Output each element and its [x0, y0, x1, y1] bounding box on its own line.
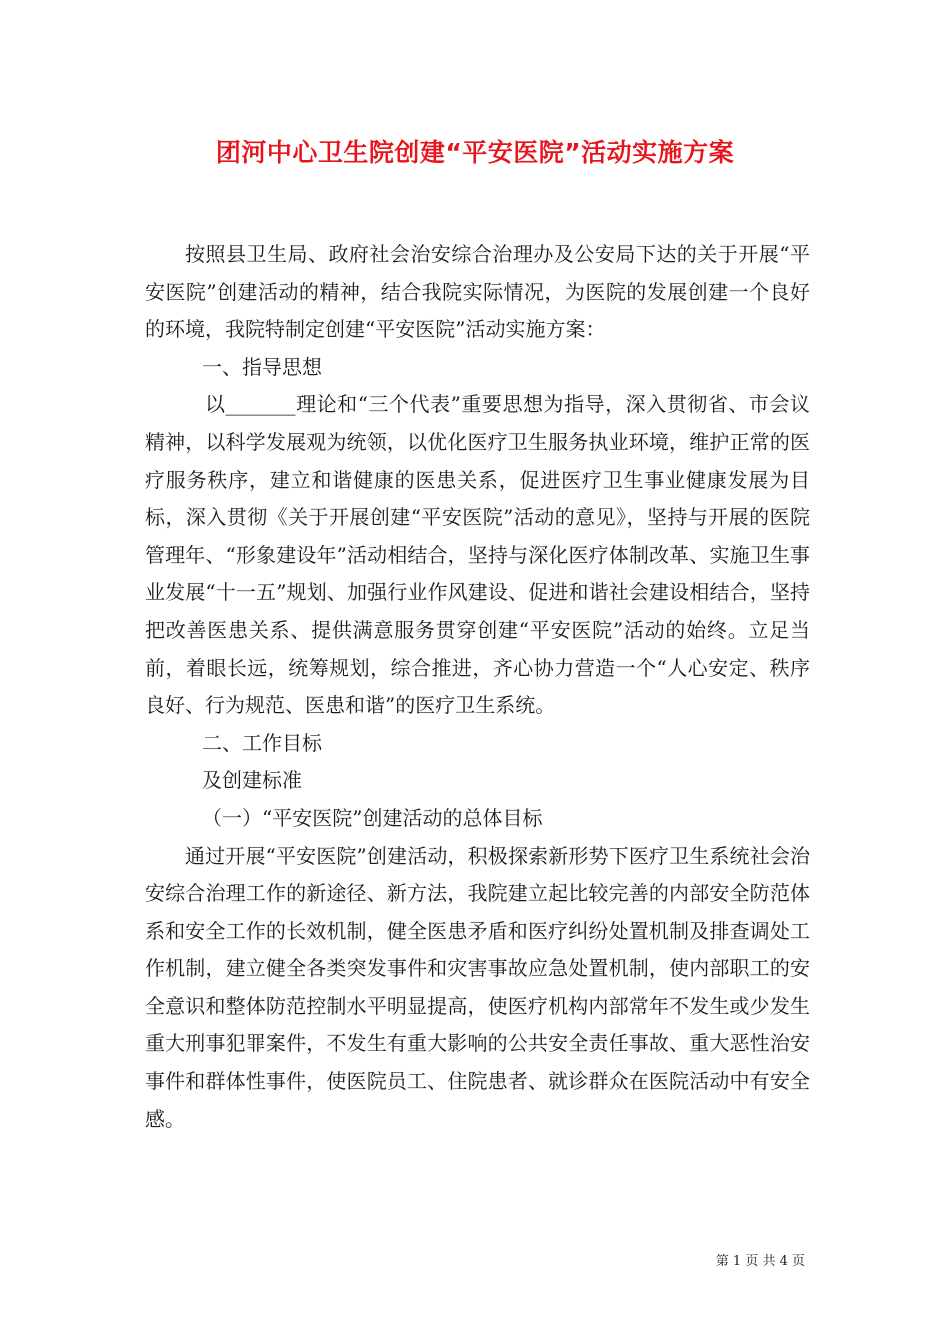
subsection-heading-overall-goal: （一）“平安医院”创建活动的总体目标 — [202, 805, 543, 830]
page-title: 团河中心卫生院创建“平安医院”活动实施方案 — [215, 138, 735, 167]
section-heading-standards: 及创建标准 — [202, 768, 302, 793]
document-body — [145, 236, 810, 1138]
overall-goal-paragraph: 通过开展“平安医院”创建活动，积极探索新形势下医疗卫生系统社会治安综合治理工作的新途径、新方法，我院建立起比较完善的内部安全防范体系和安全工作的长效机制，健全医患矛盾和医疗纠纷处置机制及排查调处工作机制，建立健全各类突发事件和灾害事故应急处置机制，使内部职工的安全意识和整体防范控制水平明显提高，使医疗机构内部常年不发生或少发生重大刑事犯罪案件，不发生有重大影响的公共安全责任事故、重大恶性治安事件和群体性事件，使医院员工、住院患者、就诊群众在医院活动中有安全感。 — [145, 843, 810, 1131]
section-heading-work-goals: 二、工作目标 — [202, 730, 322, 755]
section-heading-guiding-thought: 一、指导思想 — [202, 354, 322, 379]
guiding-thought-paragraph: 以_______理论和“三个代表”重要思想为指导，深入贯彻省、市会议精神，以科学发展观为统领，以优化医疗卫生服务执业环境，维护正常的医疗服务秩序，建立和谐健康的医患关系，促进医疗卫生事业健康发展为目标，深入贯彻《关于开展创建“平安医院”活动的意见》，坚持与开展的医院管理年、“形象建设年”活动相结合，坚持与深化医疗体制改革、实施卫生事业发展“十一五”规划、加强行业作风建设、促进和谐社会建设相结合，坚持把改善医患关系、提供满意服务贯穿创建“平安医院”活动的始终。立足当前，着眼长远，统筹规划，综合推进，齐心协力营造一个“人心安定、秩序良好、行为规范、医患和谐”的医疗卫生系统。 — [145, 392, 810, 718]
page-number: 第 1 页 共 4 页 — [715, 1254, 805, 1269]
intro-paragraph: 按照县卫生局、政府社会治安综合治理办及公安局下达的关于开展“平安医院”创建活动的精神，结合我院实际情况，为医院的发展创建一个良好的环境，我院特制定创建“平安医院”活动实施方案： — [145, 242, 810, 342]
